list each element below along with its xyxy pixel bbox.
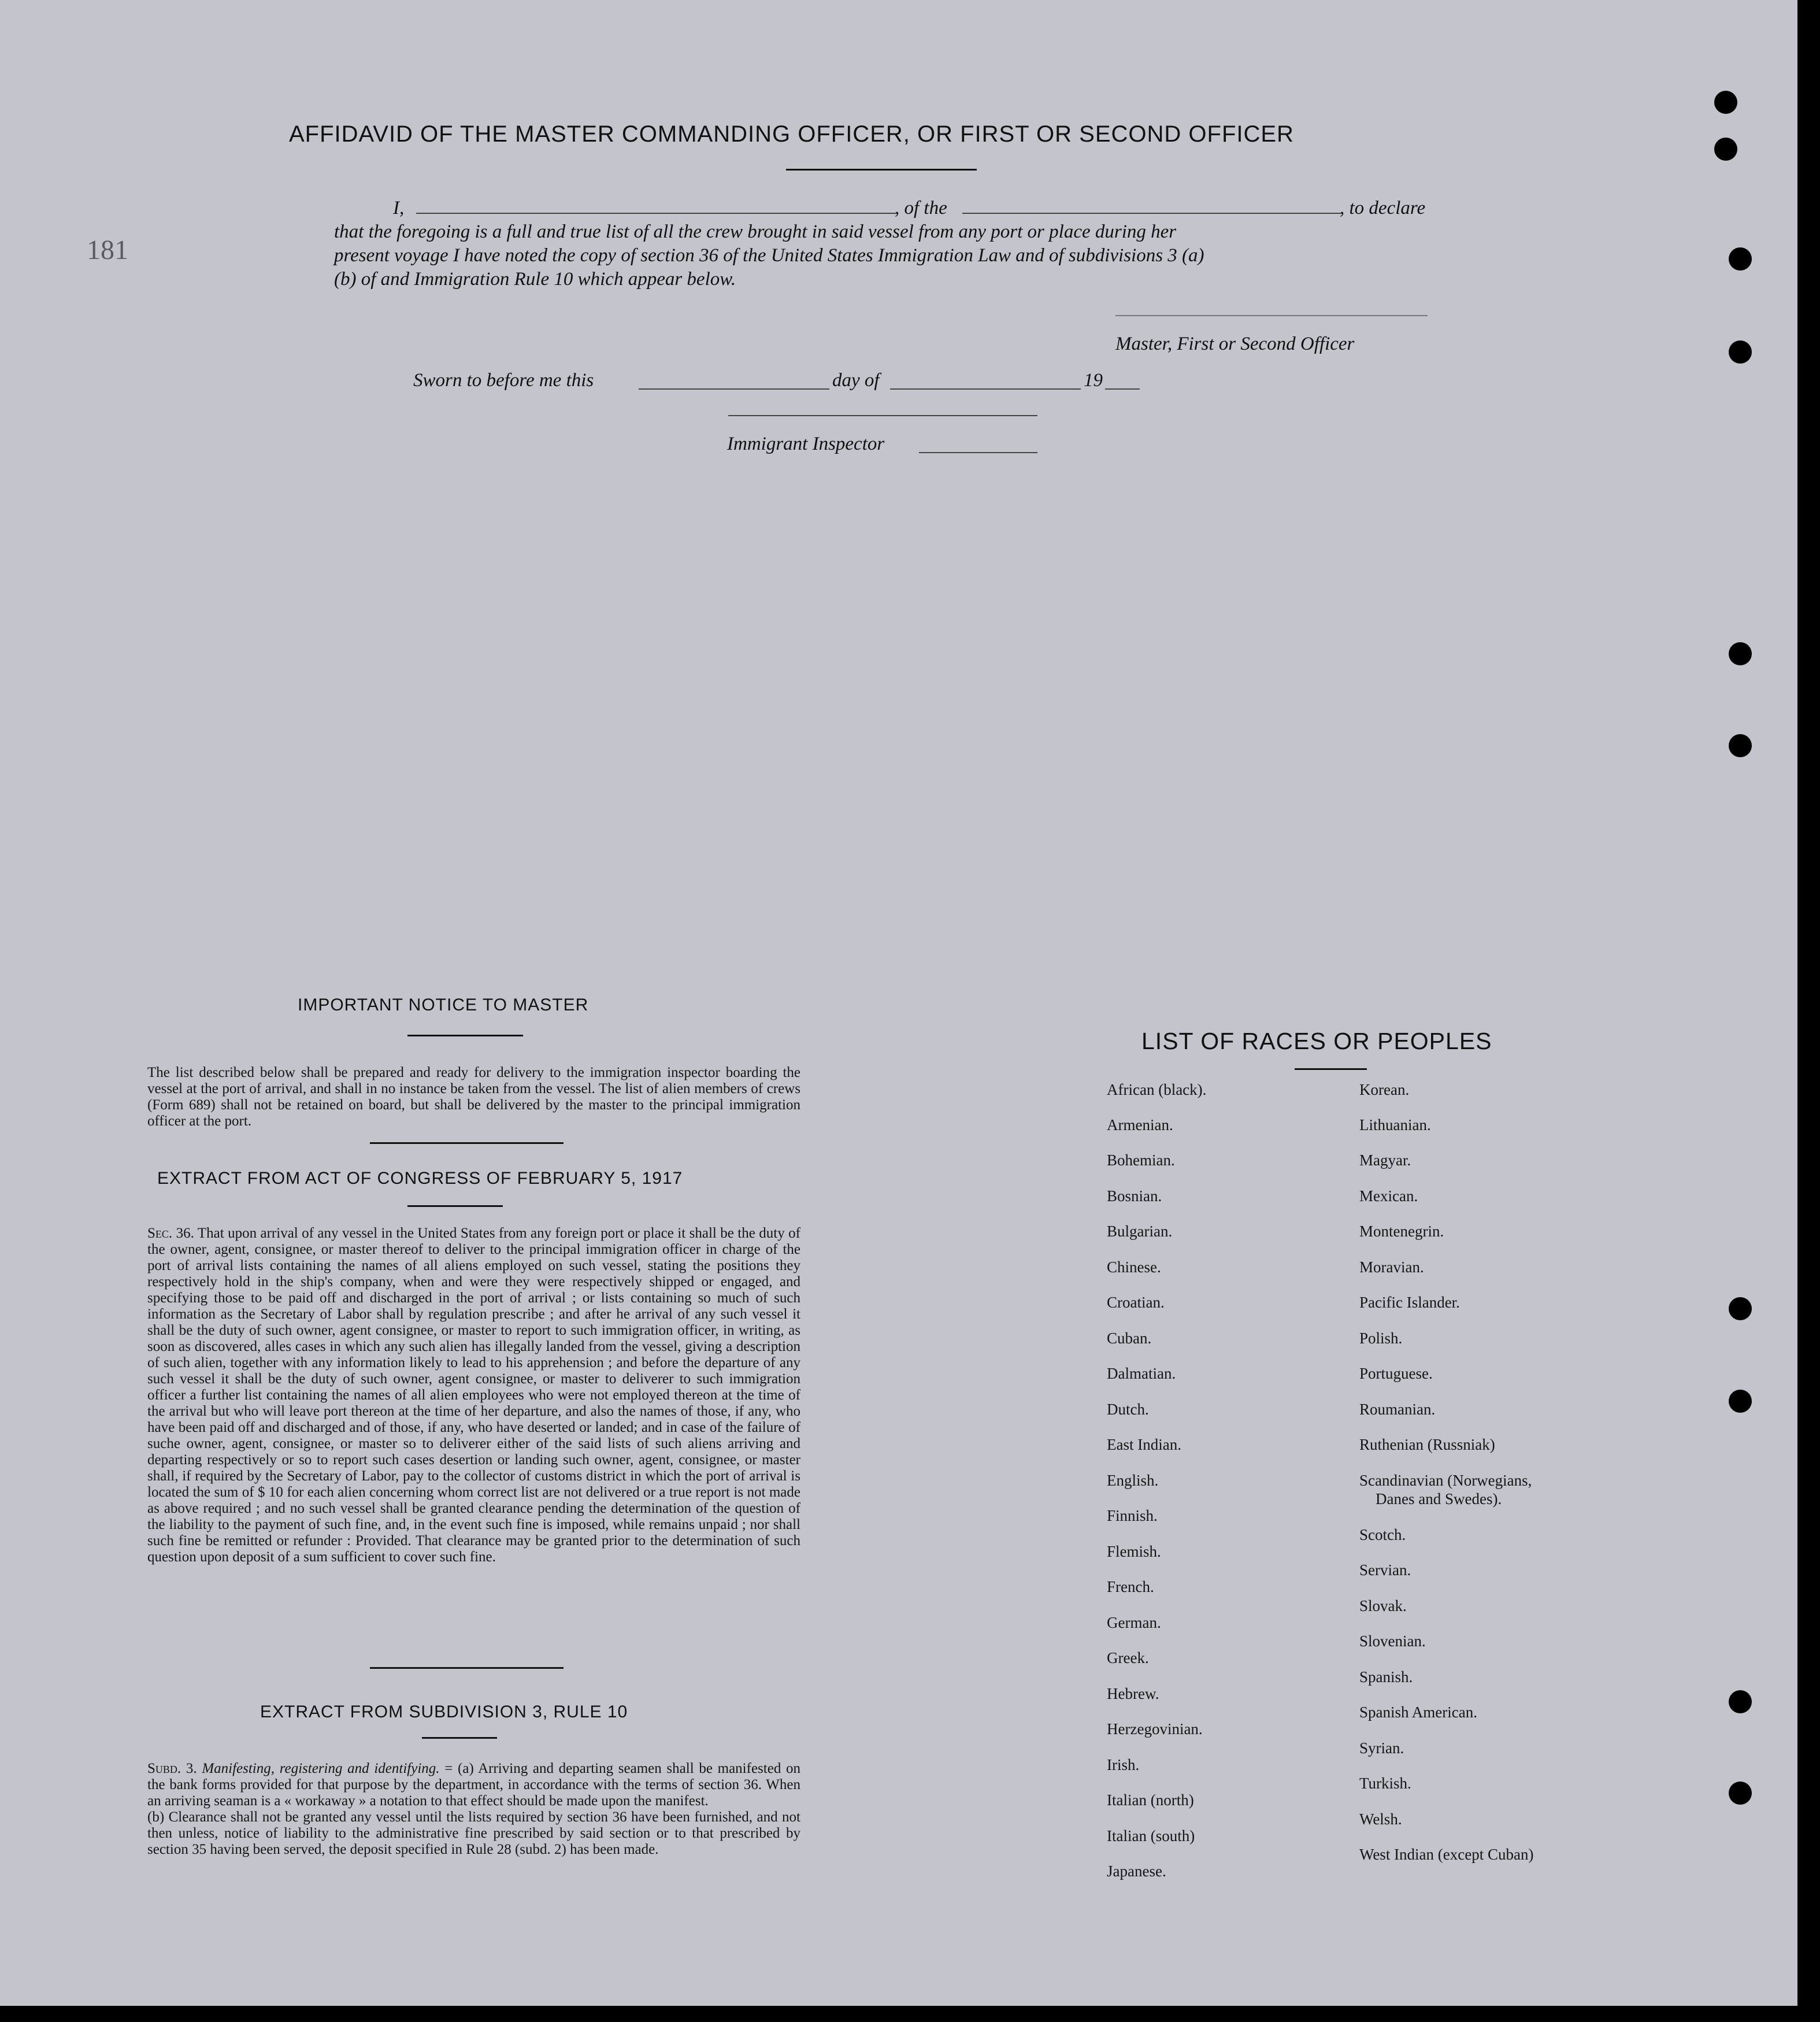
- punch-hole: [1729, 340, 1752, 364]
- race-left-item: Bohemian.: [1107, 1151, 1175, 1169]
- race-left-item: Dutch.: [1107, 1401, 1149, 1418]
- punch-hole: [1729, 1390, 1752, 1413]
- notice-underline: [407, 1035, 523, 1036]
- section-36-label: Sec. 36.: [147, 1225, 194, 1241]
- race-right-item: Servian.: [1359, 1561, 1411, 1579]
- sworn-day-blank[interactable]: [639, 388, 829, 390]
- scan-edge-right: [1797, 0, 1820, 2022]
- race-right-item: Spanish.: [1359, 1668, 1413, 1686]
- inspector-caption: Immigrant Inspector: [727, 434, 885, 454]
- race-right-item: Welsh.: [1359, 1810, 1402, 1828]
- race-left-item: Chinese.: [1107, 1258, 1161, 1276]
- race-left-item: French.: [1107, 1578, 1154, 1595]
- punch-hole: [1729, 1297, 1752, 1320]
- declaration-line-2: that the foregoing is a full and true list of all the crew brought in said vessel from any port or place during her: [334, 221, 1177, 242]
- race-right-item: Moravian.: [1359, 1258, 1424, 1276]
- race-left-item: Italian (north): [1107, 1791, 1194, 1809]
- race-left-item: Croatian.: [1107, 1294, 1165, 1311]
- race-right-item: Polish.: [1359, 1330, 1403, 1347]
- signature-blank[interactable]: [1115, 315, 1428, 316]
- sworn-prefix: Sworn to before me this: [413, 370, 594, 391]
- rule10-subd-label: Subd. 3.: [147, 1761, 197, 1776]
- race-left-item: Irish.: [1107, 1756, 1140, 1773]
- race-right-item: Pacific Islander.: [1359, 1294, 1460, 1311]
- act-divider: [370, 1667, 564, 1669]
- decl-i: I,: [393, 198, 405, 219]
- race-right-item: Korean.: [1359, 1081, 1410, 1098]
- sworn-month-blank[interactable]: [890, 388, 1081, 390]
- rule10-part-b: (b) Clearance shall not be granted any vessel until the lists required by section 36 have been furnished, and not then unless, notice of liability to the administrative fine prescribed by said section or to that prescribed by section 35 having been served, the deposit specified in Rule 28 (subd. 2) has been made.: [147, 1809, 800, 1857]
- vessel-blank[interactable]: [962, 213, 1341, 214]
- race-right-item: Slovak.: [1359, 1597, 1407, 1614]
- punch-hole: [1729, 642, 1752, 665]
- notice-title: IMPORTANT NOTICE TO MASTER: [298, 995, 589, 1014]
- punch-hole: [1729, 1690, 1752, 1713]
- race-right-item: Danes and Swedes).: [1376, 1490, 1502, 1508]
- race-right-item: Scandinavian (Norwegians,: [1359, 1472, 1532, 1489]
- race-right-item: Magyar.: [1359, 1151, 1411, 1169]
- act-underline: [407, 1205, 503, 1207]
- race-left-item: Bulgarian.: [1107, 1223, 1173, 1240]
- section-36-text: [147, 1225, 800, 1565]
- races-underline: [1295, 1068, 1367, 1070]
- race-right-item: Slovenian.: [1359, 1632, 1426, 1650]
- rule10-heading: Manifesting, registering and identifying.: [202, 1761, 440, 1776]
- notice-divider: [370, 1142, 564, 1144]
- race-left-item: African (black).: [1107, 1081, 1207, 1098]
- race-right-item: Ruthenian (Russniak): [1359, 1436, 1495, 1453]
- sworn-year: 19: [1084, 370, 1103, 391]
- rule10-text: [147, 1761, 800, 1858]
- race-left-item: Japanese.: [1107, 1862, 1166, 1880]
- sworn-year-blank[interactable]: [1105, 388, 1140, 390]
- race-left-item: Finnish.: [1107, 1507, 1158, 1524]
- declaration-line-3: present voyage I have noted the copy of section 36 of the United States Immigration Law and of subdivisions 3 (a): [334, 245, 1204, 266]
- punch-hole: [1729, 734, 1752, 757]
- inspector-signature-blank[interactable]: [728, 415, 1037, 416]
- margin-handwritten-number: 181: [87, 235, 128, 265]
- race-left-item: Italian (south): [1107, 1827, 1195, 1845]
- scan-edge-bottom: [0, 2006, 1820, 2022]
- race-left-item: German.: [1107, 1614, 1161, 1631]
- declaration-line-4: (b) of and Immigration Rule 10 which appear below.: [334, 269, 736, 290]
- punch-hole: [1729, 247, 1752, 271]
- title-underline: [786, 169, 977, 171]
- section-36-body: That upon arrival of any vessel in the United States from any foreign port or place it shall be the duty of the owner, agent, consignee, or master thereof to deliver to the principal immigration officer in charge of the port of arrival lists containing the names of all aliens employed on such vessel, stating the positions they respectively hold in the ship's company, when and were they were respectively shipped or engaged, and specifying those to be paid off and discharged in the port of arrival ; or lists containing so much of such information as the Secretary of Labor shall by regulation prescribe ; and after he arrival of any such vessel it shall be the duty of such owner, agent consignee, or master to report to such immigration officer, in writing, as soon as discovered, alles cases in which any such alien has illegally landed from the vessel, giving a description of such alien, together with any information likely to lead to his apprehension ; and before the departure of any such vessel it shall be the duty of such owner, agent consignee, or master to deliverer to such immigration officer a further list containing the names of all alien employees who were not employed thereon at the time of the arrival but who will leave port thereon at the time of her departure, and also the names of those, if any, who have been paid off and discharged and of those, if any, who have deserted or landed; and in case of the failure of suche owner, agent, consignee, or master so to deliverer either of the said lists of such aliens arriving and departing respectively or so to report such cases desertion or landing such owner, agent, consignee, or master shall, if required by the Secretary of Labor, pay to the collector of customs district in which the port of arrival is located the sum of $ 10 for each alien concerning whom correct list are not delivered or a true report is not made as above required ; and no such vessel shall be granted clearance pending the determination of the question of the liability to the payment of such fine, and, in the event such fine is imposed, while remains unpaid ; nor shall such fine be remitted or refunder : Provided. That clearance may be granted prior to the determination of such question upon deposit of a sum sufficient to cover such fine.: [147, 1225, 800, 1565]
- race-right-item: West Indian (except Cuban): [1359, 1846, 1534, 1863]
- name-blank[interactable]: [416, 213, 896, 214]
- decl-of-the: , of the: [895, 198, 947, 219]
- race-right-item: Turkish.: [1359, 1775, 1411, 1792]
- rule10-title: EXTRACT FROM SUBDIVISION 3, RULE 10: [260, 1702, 628, 1721]
- race-right-item: Roumanian.: [1359, 1401, 1436, 1418]
- race-left-item: Flemish.: [1107, 1543, 1161, 1560]
- race-right-item: Scotch.: [1359, 1526, 1406, 1543]
- race-left-item: East Indian.: [1107, 1436, 1181, 1453]
- race-left-item: Cuban.: [1107, 1330, 1152, 1347]
- race-left-item: Dalmatian.: [1107, 1365, 1176, 1382]
- act-title: EXTRACT FROM ACT OF CONGRESS OF FEBRUARY 5, 1917: [157, 1169, 683, 1188]
- race-right-item: Spanish American.: [1359, 1703, 1477, 1721]
- sworn-day-of: day of: [832, 370, 880, 391]
- race-left-item: Hebrew.: [1107, 1685, 1159, 1702]
- rule10-underline: [422, 1737, 497, 1739]
- race-right-item: Portuguese.: [1359, 1365, 1433, 1382]
- rule10-part-a: = (a) Arriving and departing seamen shall be manifested on the bank forms provided for that purpose by the department, in accordance with the terms of section 36. When an arriving seaman is a « workaway » a notation to that effect should be made upon the manifest.: [147, 1761, 801, 1809]
- signature-caption: Master, First or Second Officer: [1115, 334, 1355, 354]
- race-right-item: Syrian.: [1359, 1739, 1404, 1757]
- decl-to-declare: , to declare: [1340, 198, 1426, 219]
- affidavit-title: AFFIDAVID OF THE MASTER COMMANDING OFFICER, OR FIRST OR SECOND OFFICER: [289, 121, 1294, 147]
- race-right-item: Lithuanian.: [1359, 1116, 1431, 1134]
- race-left-item: Bosnian.: [1107, 1187, 1162, 1205]
- race-left-item: English.: [1107, 1472, 1159, 1489]
- race-right-item: Mexican.: [1359, 1187, 1418, 1205]
- punch-hole: [1714, 91, 1737, 114]
- race-left-item: Armenian.: [1107, 1116, 1173, 1134]
- inspector-name-blank[interactable]: [919, 452, 1037, 453]
- race-left-item: Greek.: [1107, 1649, 1149, 1667]
- notice-body: The list described below shall be prepared and ready for delivery to the immigration inspector boarding the vessel at the port of arrival, and shall in no instance be taken from the vessel. The list of alien members of crews (Form 689) shall not be retained on board, but shall be delivered by the master to the principal immigration officer at the port.: [147, 1065, 800, 1129]
- race-right-item: Montenegrin.: [1359, 1223, 1444, 1240]
- punch-hole: [1714, 138, 1737, 161]
- punch-hole: [1729, 1782, 1752, 1805]
- race-left-item: Herzegovinian.: [1107, 1720, 1203, 1738]
- races-title: LIST OF RACES OR PEOPLES: [1141, 1028, 1492, 1054]
